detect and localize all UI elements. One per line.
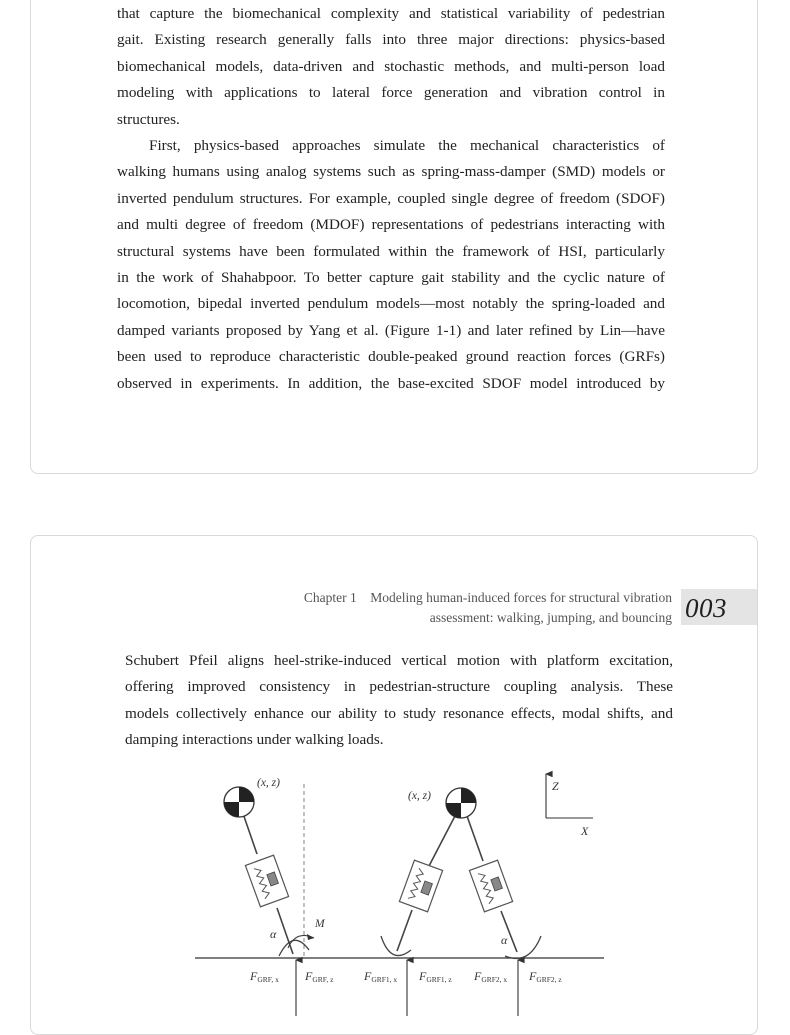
position-label-right: (x, z) [408, 790, 431, 802]
force-label-grf1-z: FGRF1, z [419, 969, 452, 984]
angle-label-left: α [270, 927, 277, 941]
text-line: damping interactions under walking loads. [125, 731, 384, 749]
text-line: structural systems have been formulated within the framework of HSI, particularly [117, 242, 665, 260]
body-paragraph-top [117, 1, 665, 397]
text-line: biomechanical models, data-driven and stochastic methods, and multi-person load [117, 57, 665, 75]
text-line: inverted pendulum structures. For example, coupled single degree of freedom (SDOF) [117, 189, 665, 207]
document-page-bottom [30, 535, 758, 1035]
document-page-top [30, 0, 758, 474]
page-number: 003 [681, 589, 757, 625]
text-line: modeling with applications to lateral force generation and vibration control in [117, 84, 665, 102]
text-line: structures. [117, 110, 180, 128]
text-line: locomotion, bipedal inverted pendulum models—most notably the spring-loaded and [117, 295, 665, 313]
text-line: that capture the biomechanical complexity and statistical variability of pedestrian [117, 5, 665, 22]
text-line: and multi degree of freedom (MDOF) representations of pedestrians interacting with [117, 216, 665, 234]
text-line: gait. Existing research generally falls into three major directions: physics-based [117, 31, 665, 49]
text-line: walking humans using analog systems such as spring-mass-damper (SMD) models or [117, 163, 665, 181]
text-line: models collectively enhance our ability to study resonance effects, modal shifts, and [125, 704, 673, 722]
force-label-grf-x: FGRF, x [250, 969, 279, 984]
position-label-left: (x, z) [257, 777, 280, 789]
text-line: damped variants proposed by Yang et al. (Figure 1-1) and later refined by Lin—have [117, 321, 665, 339]
moment-label: M [315, 918, 325, 930]
angle-label-right: α [501, 933, 508, 947]
axis-z-label: Z [552, 779, 559, 793]
text-line: observed in experiments. In addition, the base-excited SDOF model introduced by [117, 374, 665, 392]
text-line: First, physics-based approaches simulate the mechanical characteristics of [149, 137, 665, 155]
text-line: offering improved consistency in pedestrian-structure coupling analysis. These [125, 678, 673, 696]
force-label-grf2-x: FGRF2, x [474, 969, 508, 984]
force-label-grf-z: FGRF, z [305, 969, 334, 984]
running-head-line: assessment: walking, jumping, and bouncing [429, 610, 672, 625]
right-mass-icon [446, 788, 476, 818]
pendulum-model-figure [31, 536, 758, 1035]
axis-x-label: X [581, 824, 589, 838]
running-head-line: Chapter 1 Modeling human-induced forces for structural vibration [303, 590, 672, 605]
moment-arrowhead [307, 934, 314, 940]
left-mass-icon [224, 787, 254, 817]
text-line: Schubert Pfeil aligns heel-strike-induced vertical motion with platform excitation, [125, 652, 673, 669]
text-line: been used to reproduce characteristic double-peaked ground reaction forces (GRFs) [117, 348, 665, 366]
force-label-grf1-x: FGRF1, x [364, 969, 398, 984]
right-pendulum-leg-1 [381, 816, 455, 956]
force-label-grf2-z: FGRF2, z [529, 969, 562, 984]
text-line: in the work of Shahabpoor. To better capture gait stability and the cyclic nature of [117, 269, 665, 287]
